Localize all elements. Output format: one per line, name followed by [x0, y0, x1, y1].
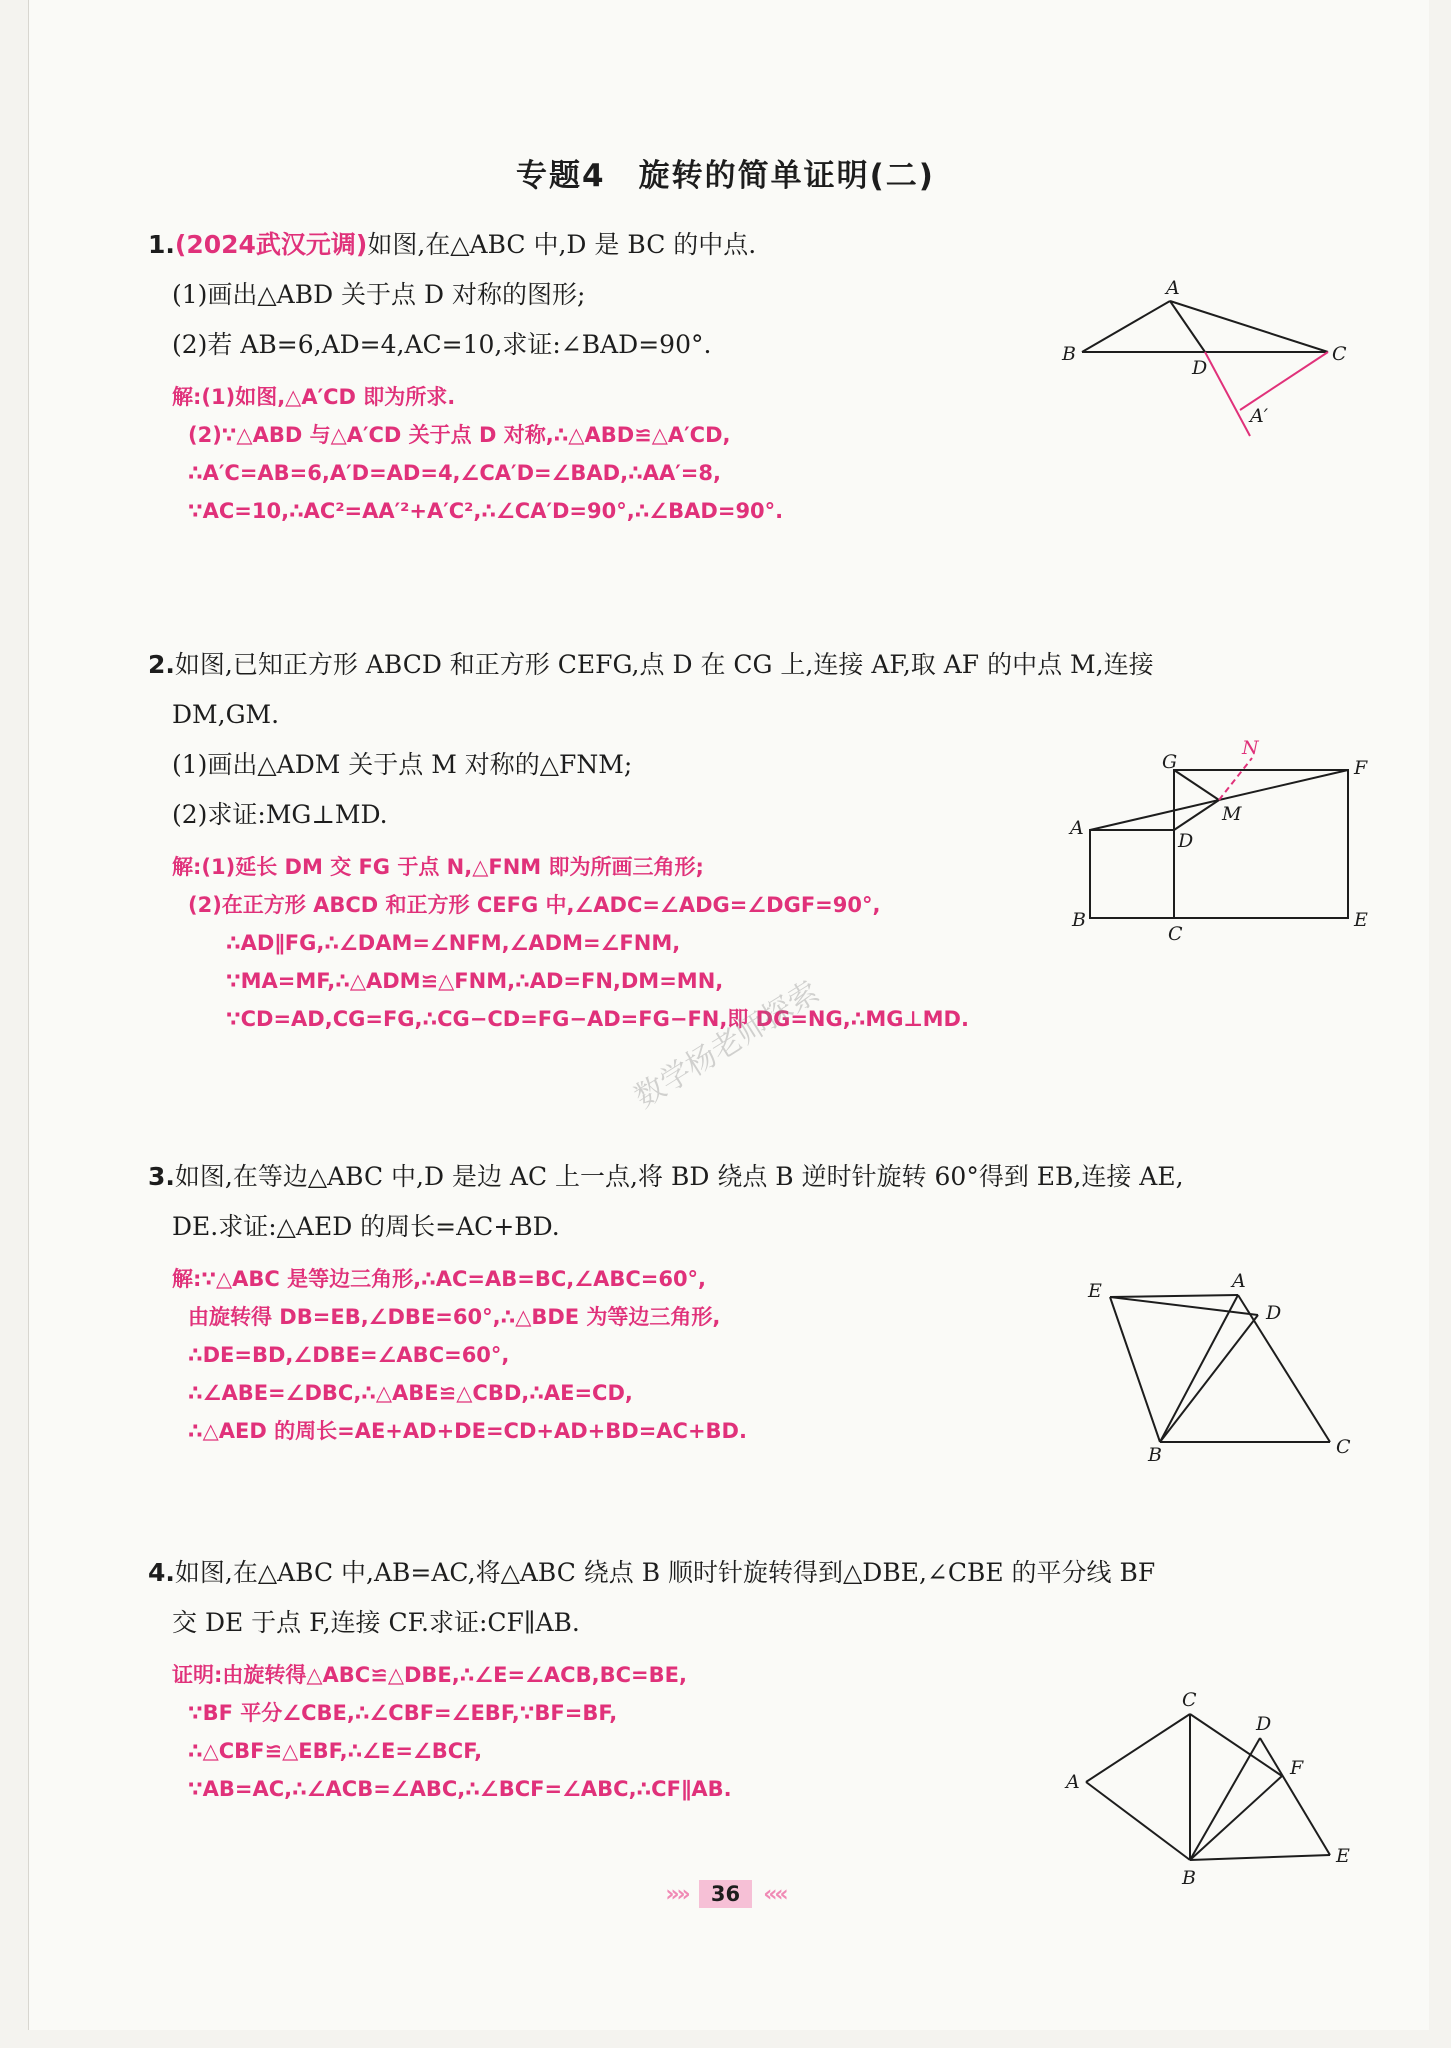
q2-square-abcd [1090, 830, 1174, 918]
q3-number: 3. [148, 1162, 175, 1191]
q4-segment-bd [1190, 1738, 1260, 1860]
question-2 [148, 640, 1154, 1038]
q2-label-a: A [1070, 817, 1084, 839]
q2-label-d: D [1178, 830, 1194, 852]
q4-segment-ac [1086, 1714, 1190, 1782]
q2-label-n: N [1242, 740, 1259, 759]
q1-segment-ab [1082, 301, 1170, 352]
q4-stem-line [148, 1548, 1155, 1598]
q1-figure [1050, 270, 1350, 450]
question-1 [148, 220, 783, 530]
q3-segment-ea [1110, 1295, 1238, 1297]
q3-stem-2: DE.求证:△AED 的周长=AC+BD. [172, 1212, 560, 1241]
q2-solution [148, 848, 1154, 1038]
q4-label-c: C [1182, 1690, 1197, 1711]
q4-solution [148, 1656, 1155, 1808]
q3-sol-line: ∴△AED 的周长=AE+AD+DE=CD+AD+BD=AC+BD. [188, 1419, 747, 1443]
q1-segment-ad [1170, 301, 1205, 352]
q3-sol-line: 解:∵△ABC 是等边三角形,∴AC=AB=BC,∠ABC=60°, [172, 1267, 707, 1291]
q1-label-a: A [1166, 277, 1180, 299]
q3-segment-eb [1110, 1297, 1160, 1442]
q2-stem-2: DM,GM. [172, 700, 280, 729]
q2-label-e: E [1354, 909, 1368, 931]
page-footer [0, 1880, 1451, 1908]
q3-figure [1070, 1265, 1370, 1465]
watermark: 数学杨老师探索 [628, 974, 826, 1116]
q2-label-f: F [1354, 757, 1368, 779]
q4-sol-line: 证明:由旋转得△ABC≌△DBE,∴∠E=∠ACB,BC=BE, [172, 1663, 687, 1687]
q3-sol-line: 由旋转得 DB=EB,∠DBE=60°,∴△BDE 为等边三角形, [188, 1305, 721, 1329]
q4-sol-line: ∵AB=AC,∴∠ACB=∠ABC,∴∠BCF=∠ABC,∴CF∥AB. [188, 1777, 732, 1801]
q3-label-b: B [1148, 1444, 1162, 1465]
q3-sol-line: ∴DE=BD,∠DBE=∠ABC=60°, [188, 1343, 510, 1367]
q2-segment-gm [1174, 770, 1219, 800]
q4-stem-1: 如图,在△ABC 中,AB=AC,将△ABC 绕点 B 顺时针旋转得到△DBE,∠CBE 的平分线 BF [174, 1558, 1156, 1587]
q4-sol-line: ∴△CBF≌△EBF,∴∠E=∠BCF, [188, 1739, 483, 1763]
q1-sol-line: ∵AC=10,∴AC²=AA′²+A′C²,∴∠CA′D=90°,∴∠BAD=90°. [188, 499, 784, 523]
q1-label-a-prime: A′ [1250, 405, 1269, 427]
q1-label-b: B [1062, 343, 1076, 365]
q4-label-e: E [1336, 1845, 1350, 1867]
question-4 [148, 1548, 1155, 1808]
q3-segment-ab [1160, 1295, 1238, 1442]
q2-sol-line: 解:(1)延长 DM 交 FG 于点 N,△FNM 即为所画三角形; [172, 855, 704, 879]
q3-stem-1: 如图,在等边△ABC 中,D 是边 AC 上一点,将 BD 绕点 B 逆时针旋转 60°得到 EB,连接 AE, [174, 1162, 1184, 1191]
footer-right-arrows: «« [763, 1882, 786, 1907]
q2-number: 2. [148, 650, 175, 679]
q1-source: (2024武汉元调) [174, 230, 368, 259]
q4-stem-2: 交 DE 于点 F,连接 CF.求证:CF∥AB. [172, 1608, 580, 1637]
q1-segment-ca2 [1240, 352, 1328, 410]
q4-number: 4. [148, 1558, 175, 1587]
q3-segment-bd [1160, 1315, 1258, 1442]
q2-label-g: G [1162, 751, 1178, 773]
q4-label-f: F [1290, 1757, 1304, 1779]
q1-label-c: C [1332, 343, 1347, 365]
footer-left-arrows: »» [665, 1882, 688, 1907]
q3-label-e: E [1088, 1280, 1102, 1302]
q2-label-b: B [1072, 909, 1086, 931]
q1-segment-da2 [1205, 352, 1250, 436]
q1-sol-line: 解:(1)如图,△A′CD 即为所求. [172, 385, 456, 409]
q1-solution [148, 378, 783, 530]
q1-stem: 如图,在△ABC 中,D 是 BC 的中点. [367, 230, 757, 259]
q2-stem-1: 如图,已知正方形 ABCD 和正方形 CEFG,点 D 在 CG 上,连接 AF,取 AF 的中点 M,连接 [174, 650, 1154, 679]
q4-sol-line: ∵BF 平分∠CBE,∴∠CBF=∠EBF,∵BF=BF, [188, 1701, 618, 1725]
q3-label-d: D [1266, 1302, 1282, 1324]
q1-part-2: (2)若 AB=6,AD=4,AC=10,求证:∠BAD=90°. [172, 330, 712, 359]
q2-part-1: (1)画出△ADM 关于点 M 对称的△FNM; [172, 750, 633, 779]
q2-sol-line: ∵MA=MF,∴△ADM≌△FNM,∴AD=FN,DM=MN, [226, 969, 724, 993]
q2-sol-line: ∵CD=AD,CG=FG,∴CG−CD=FG−AD=FG−FN,即 DG=NG,∴MG⊥MD. [226, 1007, 969, 1031]
q2-part-2: (2)求证:MG⊥MD. [172, 800, 388, 829]
q2-label-c: C [1168, 923, 1183, 945]
q2-square-cefg [1174, 770, 1348, 918]
q3-label-c: C [1336, 1436, 1351, 1458]
q1-number: 1. [148, 230, 175, 259]
q2-stem-line [148, 640, 1154, 690]
q2-sol-line: (2)在正方形 ABCD 和正方形 CEFG 中,∠ADC=∠ADG=∠DGF=90°, [188, 893, 881, 917]
page-title: 专题4 旋转的简单证明(二) [516, 158, 935, 194]
q1-sol-line: (2)∵△ABD 与△A′CD 关于点 D 对称,∴△ABD≌△A′CD, [188, 423, 731, 447]
q3-segment-ac [1238, 1295, 1330, 1442]
q3-label-a: A [1232, 1270, 1246, 1292]
question-3 [148, 1152, 1184, 1450]
q1-sol-line: ∴A′C=AB=6,A′D=AD=4,∠CA′D=∠BAD,∴AA′=8, [188, 461, 721, 485]
q4-segment-be [1190, 1855, 1330, 1860]
q2-figure [1050, 740, 1370, 960]
q1-stem-line [148, 220, 783, 270]
q1-part-1: (1)画出△ABD 关于点 D 对称的图形; [172, 280, 586, 309]
q4-segment-de [1260, 1738, 1330, 1855]
q4-segment-bf [1190, 1776, 1282, 1860]
q3-stem-line [148, 1152, 1184, 1202]
q4-label-a: A [1066, 1771, 1080, 1793]
q2-sol-line: ∴AD∥FG,∴∠DAM=∠NFM,∠ADM=∠FNM, [226, 931, 681, 955]
q1-segment-ac [1170, 301, 1328, 352]
q2-label-m: M [1222, 803, 1242, 825]
q3-solution [148, 1260, 1184, 1450]
q4-figure [1050, 1690, 1370, 1890]
q4-label-b: B [1182, 1867, 1196, 1889]
page-number: 36 [699, 1880, 752, 1908]
q1-label-d: D [1192, 357, 1208, 379]
q4-segment-ab [1086, 1782, 1190, 1860]
q4-label-d: D [1256, 1713, 1272, 1735]
q3-sol-line: ∴∠ABE=∠DBC,∴△ABE≌△CBD,∴AE=CD, [188, 1381, 633, 1405]
